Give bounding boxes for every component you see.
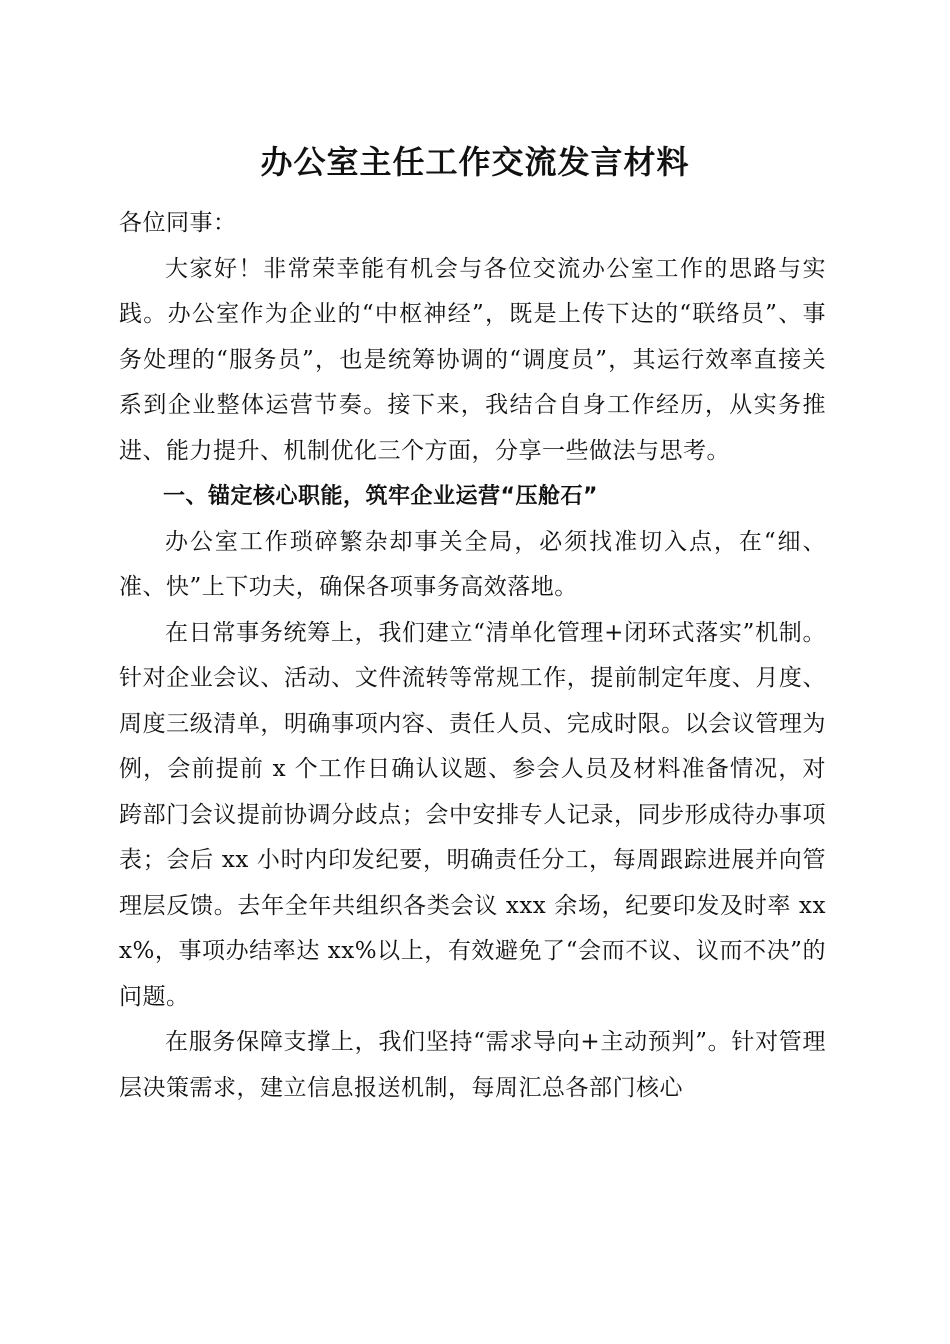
salutation: 各位同事： [119,210,237,236]
document-body [119,201,826,1111]
paragraph-service-support: 在服务保障支撑上，我们坚持“需求导向+主动预判”。针对管理层决策需求，建立信息报送机制，每周汇总各部门核心 [119,1029,826,1101]
paragraph-intro: 大家好！非常荣幸能有机会与各位交流办公室工作的思路与实践。办公室作为企业的“中枢神经”，既是上传下达的“联络员”、事务处理的“服务员”，也是统筹协调的“调度员”，其运行效率直接关系到企业整体运营节奏。接下来，我结合自身工作经历，从实务推进、能力提升、机制优化三个方面，分享一些做法与思考。 [119,255,826,464]
paragraph-daily-affairs: 在日常事务统筹上，我们建立“清单化管理+闭环式落实”机制。针对企业会议、活动、文件流转等常规工作，提前制定年度、月度、周度三级清单，明确事项内容、责任人员、完成时限。以会议管理为例，会前提前 x 个工作日确认议题、参会人员及材料准备情况，对跨部门会议提前协调分歧点；会中安排专人记录，同步形成待办事项表；会后 xx 小时内印发纪要，明确责任分工，每周跟踪进展并向管理层反馈。去年全年共组织各类会议 xxx 余场，纪要印发及时率 xxx%，事项办结率达 xx%以上，有效避免了“会而不议、议而不决”的问题。 [119,619,826,1010]
document-title: 办公室主任工作交流发言材料 [260,143,690,181]
paragraph-section-intro: 办公室工作琐碎繁杂却事关全局，必须找准切入点，在“细、准、快”上下功夫，确保各项事务高效落地。 [119,528,826,600]
section-heading-1: 一、锚定核心职能，筑牢企业运营“压舱石” [163,484,598,509]
